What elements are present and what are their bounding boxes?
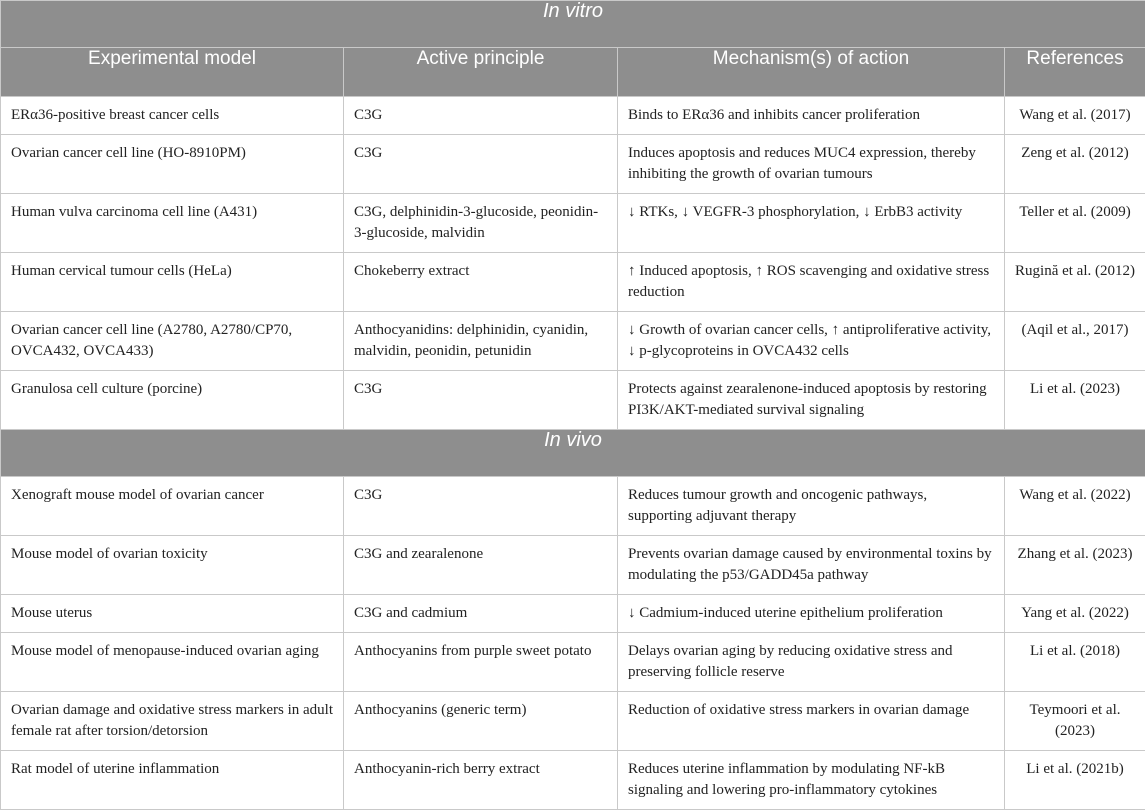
cell-model: ERα36-positive breast cancer cells (1, 97, 344, 135)
cell-model: Ovarian cancer cell line (HO-8910PM) (1, 135, 344, 194)
table-row (1, 692, 1145, 751)
cell-reference: Rugină et al. (2012) (1005, 253, 1145, 312)
cell-principle: C3G (344, 371, 618, 430)
section-header-in-vivo (1, 430, 1145, 477)
cell-mechanism: ↓ Growth of ovarian cancer cells, ↑ antiproliferative activity, ↓ p-glycoproteins in OVCA432 cells (618, 312, 1005, 371)
table-row (1, 312, 1145, 371)
cell-principle: Anthocyanins from purple sweet potato (344, 633, 618, 692)
cell-mechanism: Protects against zearalenone-induced apoptosis by restoring PI3K/AKT-mediated survival signaling (618, 371, 1005, 430)
table-row (1, 751, 1145, 810)
cell-mechanism: Induces apoptosis and reduces MUC4 expression, thereby inhibiting the growth of ovarian tumours (618, 135, 1005, 194)
table-row (1, 595, 1145, 633)
cell-principle: C3G (344, 97, 618, 135)
cell-mechanism: Delays ovarian aging by reducing oxidative stress and preserving follicle reserve (618, 633, 1005, 692)
cell-mechanism: ↓ RTKs, ↓ VEGFR-3 phosphorylation, ↓ ErbB3 activity (618, 194, 1005, 253)
cell-principle: C3G (344, 477, 618, 536)
cell-reference: Li et al. (2023) (1005, 371, 1145, 430)
cell-principle: Anthocyanidins: delphinidin, cyanidin, malvidin, peonidin, petunidin (344, 312, 618, 371)
cell-reference: Zhang et al. (2023) (1005, 536, 1145, 595)
cell-model: Human vulva carcinoma cell line (A431) (1, 194, 344, 253)
cell-model: Mouse model of ovarian toxicity (1, 536, 344, 595)
cell-mechanism: ↑ Induced apoptosis, ↑ ROS scavenging and oxidative stress reduction (618, 253, 1005, 312)
cell-reference: Yang et al. (2022) (1005, 595, 1145, 633)
cell-model: Granulosa cell culture (porcine) (1, 371, 344, 430)
cell-model: Xenograft mouse model of ovarian cancer (1, 477, 344, 536)
cell-reference: Wang et al. (2017) (1005, 97, 1145, 135)
cell-principle: C3G, delphinidin-3-glucoside, peonidin-3-glucoside, malvidin (344, 194, 618, 253)
cell-model: Rat model of uterine inflammation (1, 751, 344, 810)
cell-model: Ovarian damage and oxidative stress markers in adult female rat after torsion/detorsion (1, 692, 344, 751)
cell-reference: Teymoori et al. (2023) (1005, 692, 1145, 751)
cell-reference: Li et al. (2021b) (1005, 751, 1145, 810)
column-header-experimental-model: Experimental model (1, 48, 344, 97)
cell-principle: C3G and cadmium (344, 595, 618, 633)
cell-model: Mouse model of menopause-induced ovarian aging (1, 633, 344, 692)
cell-principle: Anthocyanins (generic term) (344, 692, 618, 751)
cell-mechanism: ↓ Cadmium-induced uterine epithelium proliferation (618, 595, 1005, 633)
cell-reference: Teller et al. (2009) (1005, 194, 1145, 253)
cell-reference: (Aqil et al., 2017) (1005, 312, 1145, 371)
section-title: In vivo (1, 430, 1145, 477)
table-row (1, 536, 1145, 595)
table-row (1, 253, 1145, 312)
cell-principle: C3G (344, 135, 618, 194)
table-row (1, 135, 1145, 194)
cell-principle: Chokeberry extract (344, 253, 618, 312)
table-row (1, 477, 1145, 536)
column-header-row (1, 48, 1145, 97)
table-row (1, 371, 1145, 430)
cell-mechanism: Reduces tumour growth and oncogenic pathways, supporting adjuvant therapy (618, 477, 1005, 536)
table-row (1, 97, 1145, 135)
cell-model: Human cervical tumour cells (HeLa) (1, 253, 344, 312)
table-row (1, 633, 1145, 692)
cell-mechanism: Binds to ERα36 and inhibits cancer proliferation (618, 97, 1005, 135)
column-header-references: References (1005, 48, 1145, 97)
cell-model: Mouse uterus (1, 595, 344, 633)
cell-principle: C3G and zearalenone (344, 536, 618, 595)
cell-reference: Zeng et al. (2012) (1005, 135, 1145, 194)
table-row (1, 194, 1145, 253)
cell-model: Ovarian cancer cell line (A2780, A2780/CP70, OVCA432, OVCA433) (1, 312, 344, 371)
column-header-mechanism: Mechanism(s) of action (618, 48, 1005, 97)
section-header-in-vitro (1, 1, 1145, 48)
cell-mechanism: Reduction of oxidative stress markers in ovarian damage (618, 692, 1005, 751)
cell-reference: Li et al. (2018) (1005, 633, 1145, 692)
cell-principle: Anthocyanin-rich berry extract (344, 751, 618, 810)
section-title: In vitro (1, 1, 1145, 48)
column-header-active-principle: Active principle (344, 48, 618, 97)
cell-mechanism: Reduces uterine inflammation by modulating NF-kB signaling and lowering pro-inflammatory cytokines (618, 751, 1005, 810)
cell-mechanism: Prevents ovarian damage caused by environmental toxins by modulating the p53/GADD45a pathway (618, 536, 1005, 595)
cell-reference: Wang et al. (2022) (1005, 477, 1145, 536)
